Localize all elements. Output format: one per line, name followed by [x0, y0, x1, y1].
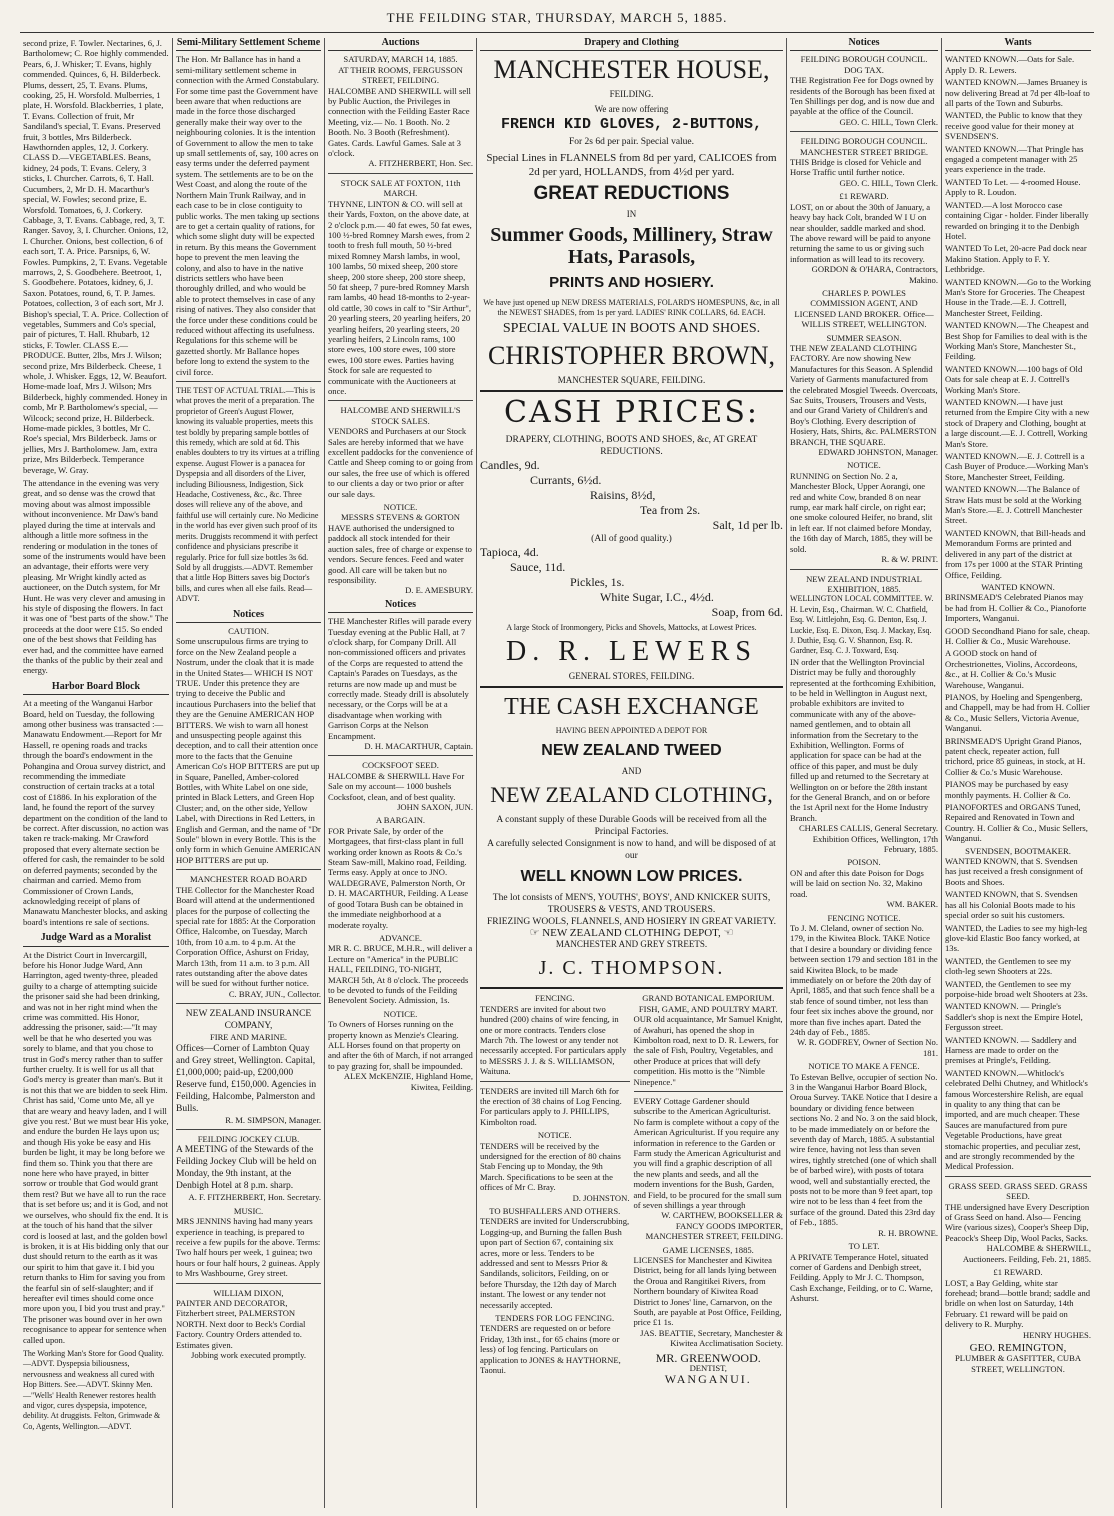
jockey-sign: A. F. FITZHERBERT, Hon. Secretary.	[188, 1192, 321, 1203]
want-item: WANTED KNOWN, that S. Svendsen has all his Colonial Boots made to his special order so suit his customers.	[945, 889, 1078, 921]
sat-sign: A. FITZHERBERT, Hon. Sec.	[368, 158, 473, 169]
ce-title: THE CASH EXCHANGE	[504, 693, 759, 720]
ins-sign: R. M. SIMPSON, Manager.	[225, 1114, 321, 1125]
want-item: WANTED KNOWN.—E. J. Cottrell is a Cash Buyer of Produce.—Working Man's Store, Manchester Street, Feilding.	[945, 451, 1089, 482]
fen-text: To J. M. Cleland, owner of section No. 179, in the Kiwitea Block. TAKE Notice that I desire a boundary or dividing fence between section 179 and section 181 in the said Kiwitea Block, to be made immediately on or before the 20th day of April, 1885, and that such fence shall be a stab fence of sound timber, not less than four feet six inches above the ground, nor more than five inches apart. Dated the 24th day of Feb., 1885.	[790, 922, 938, 1037]
price-item: Soap, from 6d.	[711, 604, 783, 619]
judge-title: Judge Ward as a Moralist	[23, 933, 169, 946]
ins-text: Offices—Corner of Lambton Quay and Grey street, Wellington. Capital, £1,000,000; paid-up, £200,000 Reserve fund, £150,000. Agencies in Feilding, Halcombe, Palmerston and Bulls.	[176, 1043, 317, 1114]
fen-title: FENCING NOTICE.	[827, 912, 901, 923]
mh-place: FEILDING.	[609, 89, 654, 100]
price-item: Tapioca, 4d.	[480, 544, 539, 559]
depot	[480, 928, 783, 938]
exh-title: NEW ZEALAND INDUSTRIAL EXHIBITION, 1885.	[806, 573, 922, 594]
bargain-title: A BARGAIN.	[375, 815, 426, 826]
want-item: WANTED KNOWN, that Bill-heads and Memorandum Forms are printed and delivered in any part of the district at from 17s per 1000 at the STAR Printing Office, Feilding.	[945, 527, 1086, 580]
divider	[634, 1091, 784, 1092]
road-text: THE Collector for the Manchester Road Board will attend at the undermentioned places for the purpose of collecting the special rate for 1885: At the Corporation Office, Halcombe, on Tuesday, March 10th, from 10 a.m. to 4 p.m. At the Corporation Office, Ashurst on Friday, March 13th, from 11 a.m. to 3 p.m. All rates outstanding after the above dates will be sued for without further notice.	[176, 884, 316, 989]
constant-text: A constant supply of these Durable Goods will be received from all the Principal Factories.	[496, 815, 767, 838]
price-item: Raisins, 8½d,	[590, 487, 656, 502]
let-title: TO LET.	[848, 1241, 880, 1252]
lot-text: The lot consists of MEN'S, YOUTHS', BOYS', AND KNICKER SUITS, TROUSERS & VESTS, AND TROUSERS.	[492, 893, 771, 916]
notice-title: NOTICE.	[537, 1130, 572, 1141]
want-item: WANTED KNOWN.—The Balance of Straw Hats must be sold at the Working Man's Store.—E. J. Cottrell Manchester Street.	[945, 484, 1083, 526]
want-item: WANTED KNOWN, that S. Svendsen has just received a fresh consignment of Boots and Shoes.	[945, 856, 1083, 887]
column-3	[324, 38, 476, 1508]
divider	[328, 755, 473, 756]
bargain-text: FOR Private Sale, by order of the Mortgagees, that first-class plant in full working order known as Roots & Co.'s Steam Saw-mill, Makino road, Feilding. Terms easy. Apply at once to JNO. WALDEGRAVE, Palmerston North, Or D. H. MACARTHUR, Feilding. A Lease of good Totara Bush can be obtained in the immediate neighborhood at a moderate royalty.	[328, 825, 469, 930]
notice-title: NOTICE.	[383, 502, 418, 513]
gb-title: GRAND BOTANICAL EMPORIUM.	[642, 993, 775, 1004]
want-item: WANTED, the Ladies to see my high-leg glove-kid Elastic Boo fancy worked, at 13s.	[945, 922, 1087, 954]
want-item: WANTED KNOWN.—That Pringle has engaged a competent manager with 25 years experience in the trade.	[945, 143, 1084, 175]
price-note: (All of good quality.)	[591, 533, 672, 544]
notice-text: HAVE authorised the undersigned to paddock all stock intended for their auction sales, free of charge or expense to vendors. Secure fences. Feed and water good. All care will be taken but no responsibility.	[328, 522, 472, 585]
auctions-head: Auctions	[328, 38, 473, 51]
jockey-text: A MEETING of the Stewards of the Feilding Jockey Club will be held on Monday, the 9th instant, at the Denbigh Hotel at 8 p.m. sharp.	[176, 1145, 317, 1192]
notice-firm: MESSRS STEVENS & GORTON	[341, 512, 460, 523]
and: AND	[621, 766, 642, 777]
seed-sign: JOHN SAXON, JUN.	[397, 802, 473, 813]
stock-title: STOCK SALE AT FOXTON, 11th MARCH.	[340, 177, 461, 199]
hand-icon: ☞	[529, 927, 543, 940]
greenwood: MR. GREENWOOD.	[655, 1350, 761, 1365]
game-title: GAME LICENSES, 1885.	[662, 1244, 754, 1255]
dog-title: DOG TAX.	[844, 64, 884, 75]
want-item: WANTED, the Gentlemen to see my porpoise-hide broad welt Shooters at 23s.	[945, 978, 1088, 999]
powles: CHARLES P. POWLES	[822, 287, 906, 298]
n-title: NOTICE.	[847, 460, 881, 471]
exh-com: WELLINGTON LOCAL COMMITTEE. W. H. Levin, Esq., Chairman. W. C. Chatfield, Esq. W. Littlejohn, Esq. G. Denton, Esq. J. Luckie, Esq. E. Dixon, Esq. J. Mackay, Esq. J. Duthie, Esq. G. V. Shannon, Esq. R. Gardner, Esq. C. J. Toxward, Esq.	[790, 594, 934, 656]
dog-sign: GEO. C. HILL, Town Clerk.	[839, 116, 938, 127]
t2-text: TENDERS are invited till March 6th for the erection of 38 chains of Log Fencing. For particulars apply to J. PHILLIPS, Kimbolton road.	[480, 1085, 622, 1127]
fencing-title: FENCING.	[535, 993, 575, 1004]
want-item: WANTED.—A lost Morocco case containing Cigar - holder. Finder liberally rewarded on bringing it to the Denbigh Hotel.	[945, 199, 1089, 241]
game-text: LICENSES for Manchester and Kiwitea District, being for all lands lying between the Oroua and Rangitikei Rivers, from Northern boundary of Kiwitea Road District to Jones' line, Carnarvon, on the South, are payable at Post Office, Feilding, price £1 1s.	[633, 1255, 782, 1328]
sat-title: SATURDAY, MARCH 14, 1885.	[343, 54, 458, 65]
want-item: WANTED KNOWN.—James Bruaney is now delivering Bread at 7d per 4lb-loaf to all parts of the Town and Suburbs.	[945, 77, 1090, 109]
n2-sign: ALEX McKENZIE, Highland Home, Kiwitea, Feilding.	[343, 1071, 473, 1092]
sms-title: Semi-Military Settlement Scheme	[176, 38, 321, 51]
stock-text: THYNNE, LINTON & CO. will sell at their Yards, Foxton, on the above date, at 2 o'clock p.m.— 40 fat ewes, 50 fat ewes, 100 ½-bred Romney Marsh ewes, from 2 tooth to fresh full mouth, 50 ½-bred mixed Romney Marsh lambs, in wool, 100 lambs, 50 mixed sheep, 200 store sheep, 200 store sheep, 200 store sheep, 50 fat sheep, 7 pure-bred Romney Marsh ram lambs, 40 head 18-months to 2-year-old cattle, 30 cows in calf to "Sir Arthur", 20 yearling steers, 20 yearling heifers, 20 yearling heifers, 20 yearling steers, 20 yearling heifers, 2 Lincoln rams, 100 store ewes, 100 store ewes, 100 store ewes, 100 store ewes. Parties having Stock for sale are requested to communicate with the Auctioneers at once.	[328, 198, 472, 396]
clothing-sign: EDWARD JOHNSTON, Manager.	[818, 447, 938, 458]
lecture-text: MR R. C. BRUCE, M.H.R., will deliver a Lecture on "America" in the PUBLIC HALL, FEILDING, TO-NIGHT, MARCH 5th, At 8 o'clock. The proceeds to be devoted to funds of the Feilding Benevolent Society. Admission, 1s.	[328, 943, 473, 1006]
mh-flannels: Special Lines in FLANNELS from 8d per yard, CALICOES from 2d per yard, HOLLANDS, from 4½d per yard.	[486, 152, 777, 179]
exh-sign: CHARLES CALLIS, General Secretary. Exhibition Offices, Wellington, 17th February, 1885.	[798, 823, 938, 855]
hs-title: HALCOMBE AND SHERWILL'S STOCK SALES.	[340, 405, 461, 426]
poison-sign: WM. BAKER.	[886, 899, 938, 910]
n2-text: To Owners of Horses running on the property known as Menzie's Clearing. ALL Horses found on that property on and after the 6th of March, if not arranged to pay grazing for, shall be impounded.	[328, 1019, 473, 1071]
want-item: WANTED To Let. — 4-roomed House. Apply to R. Loudon.	[945, 176, 1081, 198]
garden-text: EVERY Cottage Gardener should subscribe to the American Agriculturist. No farm is complete without a copy of the American Agriculturist. If you require any information in reference to the Garden or Farm study the American Agriculturist and you will find a graphic description of all the new plants and seeds, and all the modern inventions for the Bush, Garden, and Field, to be procured for the small sum of seven shillings a year through	[633, 1095, 782, 1210]
want-item: WANTED, the Gentlemen to see my cloth-leg sewn Shooters at 22s.	[945, 955, 1072, 977]
divider	[176, 1003, 321, 1004]
gs-title: GRASS SEED. GRASS SEED. GRASS SEED.	[948, 1180, 1088, 1202]
want-item: A GOOD stock on hand of Orchestrionettes, Violins, Accordeons, &c., at H. Collier & Co.'s Music Warehouse, Wanganui.	[945, 648, 1078, 690]
opened-text: We have just opened up NEW DRESS MATERIALS, FOLARD'S HOMESPUNS, &c, in all the NEWEST SHADES, from 1s per yard. LADIES' RINK COLLARS, 6d. EACH.	[483, 297, 780, 318]
seed-text: HALCOMBE & SHERWILL Have For Sale on my account— 1000 bushels Cocksfoot, clean, and of best quality.	[328, 770, 465, 802]
fence2-sign: R. H. BROWNE.	[878, 1227, 938, 1238]
fb2: FEILDING BOROUGH COUNCIL.	[800, 136, 928, 147]
sub-columns	[480, 993, 783, 1384]
reward-sign: GORDON & O'HARA, Contractors, Makino.	[811, 264, 938, 285]
divider	[945, 1176, 1091, 1177]
divider	[176, 869, 321, 870]
jockey-title: FEILDING JOCKEY CLUB.	[197, 1133, 300, 1144]
season: SUMMER SEASON.	[826, 332, 902, 343]
music-text: MRS JENNINS having had many years experience in teaching, is prepared to receive a few pupils for the above. Terms: Two half hours per week, 1 guinea; two hours or four half hours, 2 guineas. Apply to Mrs Washbourne, Grey street.	[176, 1216, 321, 1279]
divider	[480, 390, 783, 392]
dog-text: THE Registration Fee for Dogs owned by residents of the Borough has been fixed at Ten Shillings per dog, and is now due and payable at the office of the Council.	[790, 75, 935, 117]
road-sign: C. BRAY, JUN., Collector.	[228, 988, 321, 999]
special-value: SPECIAL VALUE IN BOOTS AND SHOES.	[502, 321, 761, 337]
notice-sign: D. JOHNSTON.	[572, 1192, 630, 1203]
notice-sign: D. E. AMESBURY.	[405, 585, 473, 596]
want-item: WANTED To Let, 20-acre Pad dock near Makino Station. Apply to F. Y. Lethbridge.	[945, 243, 1087, 275]
cb-sub: MANCHESTER SQUARE, FEILDING.	[557, 375, 706, 386]
log-text: TENDERS are requested on or before Friday, 13th inst., for 65 chains (more or less) of log fencing. Particulars on application to JONES & HAYTHORNE, Taonui.	[480, 1323, 621, 1376]
test-trial-text: THE TEST OF ACTUAL TRIAL.—This is what proves the merit of a preparation. The proprietor of Green's August Flower, knowing its valuable properties, meets this test boldly by preparing sample bottles of this remedy, which are sold at 6d. This enables doubters to try its virtues at a trifling expense. August Flower is a panacea for Dyspepsia and all disorders of the Liver, including Biliousness, Indigestion, Sick Headache, Costiveness, &c., &c. Three doses will relieve any of the above, and faithful use will certainly cure. No Medicine in the world has ever given such proof of its merits. Druggists recommend it with perfect confidence and physicians prescribe it regularly. Price for full size bottles 3s 6d. Sold by all druggists.—ADVT. Remember that a little Hop Bitters saves big Doctor's bills, and cures when all else fails. Read—ADVT.	[176, 386, 320, 604]
price-item: Currants, 6½d.	[530, 472, 602, 487]
dixon-text: PAINTER AND DECORATOR, Fitzherbert street, PALMERSTON NORTH. Next door to Beck's Cordial Factory. Country Orders attended to. Estimates given.	[176, 1298, 306, 1350]
column-5	[786, 38, 941, 1508]
n2-title: NOTICE.	[383, 1008, 418, 1019]
price-item: Candles, 9d.	[480, 457, 540, 472]
want-item: WANTED, the Public to know that they receive good value for their money at SVENDSEN'S.	[945, 110, 1083, 142]
puff-notices: The Working Man's Store for Good Quality.—ADVT. Dyspepsia biliousness, nervousness and weakness all cured with Hop Bitters. See.—ADVT. Skinny Men.—"Wells' Health Renewer restores health and vigor, cures dyspepsia, impotence, debility. At druggists. Felton, Grimwade & Co, Agents, Wellington.—ADVT.	[23, 1348, 164, 1431]
notices-head: Notices	[790, 38, 938, 51]
want-item: WANTED KNOWN. — Pringle's Saddler's shop is next the Empire Hotel, Fergusson street.	[945, 1001, 1083, 1033]
exh-text: IN order that the Wellington Provincial District may be fully and thoroughly represented at the forthcoming Exhibition, to be held in Wellington in August next, probable exhibitors are invited to communicate with any of the above-named gentlemen, and to obtain all information from the Secretary to the Exhibition, Wellington. Forms of application for space can be had at the office of this paper, and must be duly filled up and returned to the Secretary at Wellington on or before the 28th instant for the General Branch, and on or before the 1st April next for the Home Industry Branch.	[790, 656, 936, 823]
mh-title: MANCHESTER HOUSE,	[493, 55, 770, 85]
clothing: NEW ZEALAND CLOTHING,	[490, 782, 773, 808]
show-results: second prize, F. Towler. Nectarines, 6, J. Bartholomew; C. Roe highly commended. Pears, 6, J. Whisker; T. Evans, highly commended. Quinces, 6, H. Bilderbeck. Plums, dessert, 25, T. Evans. Plums, cooking, 25, H. Worsfold. Mulberries, 1 plate, H. Worsfold. Blackberries, 1 plate, T. Evans. Collection of fruit, Mr Sandiland's special, T. Evans. Preserved fruit, 3 bottles, Mrs Bilderbeck. Hawthornden apples, 12, J. Corkery. CLASS D.—VEGETABLES. Beans, kidney, 24 pods, T. Evans. Celery, 3 sticks, I. Churcher. Carrots, 6, T. Hall. Cucumbers, 2, Mr D. H. Macarthur's special, W. Fowles; second prize, E. Worsfold. Tomatoes, 6, J. Corkery. Cabbage, 3, T. Evans. Cabbage, red, 3, T. Ranger. Savoy, 3, I. Churcher. Onions, 12, I. Churcher. Onions, best collection, 6 of each sort, T. A. Price. Parsnips, 6, W. Fowles. Pumpkins, 2, T. Evans. Vegetable marrows, 2, S. Goodbehere. Beetroot, 1, S. Goodbehere. Potatoes, kidney, 6, J. Saxon. Potatoes, round, 6, T. P. James. Potatoes, collection, 3 of each sort, Mr J. Bishop's special, T. A. Price. Collection of vegetables, Summers and Co's special, pair of pictures, T. Hall. Rhubarb, 12 sticks, F. Towler. CLASS E.—PRODUCE. Butter, 2lbs, Mrs J. Wilson; second prize, Mrs Bilderbeck. Cheese, 1 whole, J. Whisker. Eggs, 12, W. Beaufort. Home-made loaf, Mrs J. Wilson; Mrs Bilderbeck, highly commended. Honey in comb, Mr P. Bartholomew's special, — Wilcock; second prize, H. Bilderbeck. Home-made pickles, 3 bottles, Mr C. Roe's special, Mrs Bilderbeck. Jams or jellies, Mrs J. Bartholomew. Jam, extra prize, Mrs Bilderbeck. Temperance beverage, W. Gray.	[23, 38, 169, 475]
caution-text: Some unscrupulous firms are trying to force on the New Zealand people a Nostrum, under the cloak that it is made in the United States— WHICH IS NOT TRUE. Under this pretence they are trying to deceive the Public and incautious Purchasers into the belief that they are the Genuine AMERICAN HOP BITTERS. We wish to warn all honest and unsuspecting people against this deception, and to call their attention once more to the facts that the Genuine American Co's HOP BITTERS are put up in Square, Panelled, Amber-colored Bottles, with White Label on one side, printed in Black Letters, and Green Hop Cluster; and, on the other side, Yellow Label, with Directions in Red Letters, in English and German, and the name of "Dr Soule" blown in every Bottle. This is the only form in which Genuine AMERICAN HOP BITTERS are put up.	[176, 636, 321, 865]
cb-title: CHRISTOPHER BROWN,	[487, 341, 775, 371]
subcol-right	[634, 993, 784, 1384]
notices-head: Notices	[328, 600, 473, 613]
bridge-sign: GEO. C. HILL, Town Clerk.	[839, 177, 938, 188]
price-item: Sauce, 11d.	[510, 559, 566, 574]
reward-title: £1 REWARD.	[839, 191, 889, 202]
judge-text: At the District Court in Invercargill, before his Honor Judge Ward, Ann Harrington, aged twenty-three, pleaded guilty to a charge of attempting suicide the prisoner said she had been drinking, and was not in her right mind when the crime was committed. His Honor, addressing the prisoner, said:—"It may well be that he who deserted you was sorely to blame, and that you chose to trust in God's mercy rather than to suffer further cruelty. It is well for us all that God's mercy is greater than man's. But it is not this that we are bidden to seek Him. Christ has said, 'Come unto Me, all ye that are weary and heavy laden, and I will give you rest.' But we must bear His yoke, and endure the burden He lays upon us; and though His yoke be easy and His burden be light, it may be long before we find them so. Think you that there are none here who have prayed, in bitter sorrow or trouble that God would grant them rest? But we have all to run the race that is set before us; and it is God, and not we ourselves, who should fix the end. It is at the touch of his hand that the silver cord is loosed at last, and the golden bowl is broken, it is at His bidding only that our dust should return to the earth as it was our spirit to him that gave it. I bid you return thanks to Him for saving you from the fearful sin of self-slaughter; and if hereafter evil times should come once more upon you, I bid you trust and pray." The prisoner was bound over in her own recognisance to appear for sentence when called upon.	[23, 949, 169, 1345]
great-reductions: GREAT REDUCTIONS	[533, 183, 730, 205]
notice-text: TENDERS will be received by the undersigned for the erection of 80 chains Stab Fencing up to Monday, the 9th March. Specifications to be seen at the offices of Mr C. Bray.	[480, 1140, 621, 1193]
mh-offer: We are now offering	[594, 103, 669, 114]
dentist: DENTIST,	[689, 1363, 727, 1374]
tweed: NEW ZEALAND TWEED	[541, 742, 722, 760]
frieze-text: FRIEZING WOOLS, FLANNELS, AND HOSIERY IN GREAT VARIETY.	[486, 917, 777, 928]
fen-sign: W. R. GODFREY, Owner of Section No. 181.	[797, 1037, 938, 1058]
reward-text: LOST, on or about the 30th of January, a heavy bay hack Colt, branded W I U on near shoulder, saddle marked and shod. The above reward will be paid to anyone returning the same to us or giving such information as will lead to its recovery.	[790, 201, 931, 264]
music-title: MUSIC.	[233, 1205, 264, 1216]
ins-title: NEW ZEALAND INSURANCE COMPANY,	[185, 1009, 312, 1032]
hs-text: VENDORS and Purchasers at our Stock Sales are hereby informed that we have excellent paddocks for the convenience of Cattle and Sheep coming to or going from our sales, the free use of which is offered to our clients a day or two prior or after our sale days.	[328, 426, 473, 499]
want-item: PIANOFORTES and ORGANS Tuned, Repaired and Renovated in Town and Country. H. Collier & Co., Music Sellers, Wanganui.	[945, 802, 1088, 844]
sms-text: The Hon. Mr Ballance has in hand a semi-military settlement scheme in connection with the Armed Constabulary. For some time past the Government have been aware that when reductions are made in the force those discharged generally make their way over to the neighbouring colonies. It is the intention of Government to allow the men to take up small settlements of, say, 100 acres on easy terms under the deferred payment system. The settlements are to be on the West Coast, and along the route of the Northern Main Trunk Railway, and in each case to be in close contiguity to public works. The men taking up sections are to get a certain quality of rations, for which some slight duty will be expected in return. By this means the Government hope to prevent the men leaving the colony, and also to have in the native districts settlers who have been thoroughly drilled, and who would be able to protect themselves in case of any rising of natives. They also consider that the force under these conditions could be reduced without affecting its usefulness. Regulations for this scheme will be gazetted shortly. Mr Ballance hopes before long to extend the system to the civil force.	[176, 54, 320, 377]
wanted-title: WANTED KNOWN.	[981, 581, 1055, 592]
clothing-factory: THE NEW ZEALAND CLOTHING FACTORY. Are now showing New Manufactures for this Season. A Splendid Variety of Garments manufactured from the celebrated Mosgiel Tweeds. Overcoats, Sac Suits, Trousers, Trousers and Vests, and our Grand Variety of Children's and Boy's Clothing. Every description of Hosiery, Hats, Shirts, &c. PALMERSTON BRANCH, THE SQUARE.	[790, 342, 938, 447]
rw-title: £1 REWARD.	[993, 1267, 1043, 1278]
divider	[790, 569, 938, 570]
rw-sign: HENRY HUGHES.	[1023, 1329, 1091, 1340]
divider	[176, 1283, 321, 1284]
wants-list	[945, 54, 1091, 580]
n-sign: R. & W. PRINT.	[881, 554, 938, 565]
price-item: White Sugar, I.C., 4½d.	[600, 589, 714, 604]
column-1	[20, 38, 172, 1508]
let-text: A PRIVATE Temperance Hotel, situated corner of Gardens and Denbigh street, Feilding. Apply to Mr J. C. Thompson, Cash Exchange, Feilding, or to C. Warne, Ashurst.	[790, 1251, 933, 1304]
rooms: AT THEIR ROOMS, FERGUSSON STREET, FEILDING.	[338, 64, 463, 86]
game-sign: JAS. BEATTIE, Secretary, Manchester & Kiwitea Acclimatisation Society.	[640, 1327, 783, 1349]
careful-text: A carefully selected Consignment is now to hand, and will be disposed of at our	[487, 839, 776, 862]
poison-title: POISON.	[847, 857, 881, 868]
want-item: WANTED KNOWN.—Oats for Sale. Apply D. R. Lewers.	[945, 54, 1075, 75]
powles-sub: COMMISSION AGENT, AND LICENSED LAND BROKER. Office—WILLIS STREET, WELLINGTON.	[794, 298, 934, 330]
divider	[328, 400, 473, 401]
wanganui: WANGANUI.	[664, 1371, 752, 1386]
want-item: WANTED KNOWN.—100 bags of Old Oats for sale cheap at E. J. Cottrell's Working Man's Store.	[945, 363, 1083, 395]
ce-sub: HAVING BEEN APPOINTED A DEPOT FOR	[555, 725, 708, 735]
want-item: PIANOS may be purchased by easy monthly payments. H. Collier & Co.	[945, 779, 1071, 800]
divider	[790, 131, 938, 132]
prints: PRINTS AND HOSIERY.	[549, 273, 714, 291]
iron-text: A large Stock of Ironmongery, Picks and Shovels, Mattocks, at Lowest Prices.	[506, 622, 757, 632]
gb-sub: FISH, GAME, AND POULTRY MART.	[638, 1003, 778, 1014]
want-item: BRINSMEAD'S Upright Grand Pianos, patent check, repeater action, full trichord, price 85 guineas, in stock, at H. Collier & Co.'s Music Warehouse.	[945, 735, 1086, 777]
harbor-text: At a meeting of the Wanganui Harbor Board, held on Tuesday, the following among other business was transacted :—Manawatu Endowment.—Report for Mr Hassell, re opening roads and tracks through the board's endowment in the Pohangina and Oroua survey district, and recommending the immediate construction of certain tracks at a total cost of £1886. In his exploration of the land, he found the report of the survey department on the condition of the land to be correct. After discussion, no action was taken re track-making. Mr Crawford proposed that every alternate section be offered for cash, the remainder to be sold on deferred payments; seconded by the chairman and carried. Memo from Commissioner of Crown Lands, acknowledging receipt of plans of Manawatu Manchester blocks, and asking board's intentions re sale of sections.	[23, 698, 169, 927]
seed-title: COCKSFOOT SEED.	[362, 760, 439, 771]
divider	[480, 1081, 630, 1082]
thompson: J. C. THOMPSON.	[538, 957, 725, 980]
log-title: TENDERS FOR LOG FENCING.	[495, 1313, 615, 1324]
want-item: WANTED KNOWN.—Whitlock's celebrated Delhi Chutney, and Whitlock's famous Worcestershire Relish, are equal in quality to any thing that can be imported, and are much cheaper. These Sauces are manufactured from pure Vegetable Productions, have great stomachic properties, and peculiar zest, and are strongly recommended by the Medical Profession.	[945, 1067, 1088, 1172]
dixon-title: WILLIAM DIXON,	[213, 1287, 284, 1298]
mh-gloves-price: For 2s 6d per pair. Special value.	[568, 137, 695, 148]
column-4	[476, 38, 786, 1508]
rifles-sign: D. H. MACARTHUR, Captain.	[364, 741, 473, 751]
price-item: Salt, 1d per lb.	[712, 517, 783, 532]
harbor-title: Harbor Board Block	[23, 682, 169, 695]
gb-text: OUR old acquaintance, Mr Samuel Knight, of Awahuri, has opened the shop in Kimbolton road, next to D. R. Lewers, for the sale of Fish, Poultry, Vegetables, and other Produce at prices that will defy competition. His motto is the "Nimble Ninepence."	[633, 1014, 783, 1087]
hand-icon: ☜	[720, 927, 734, 940]
garden-sign: W. CARTHEW, BOOKSELLER & FANCY GOODS IMPORTER, MANCHESTER STREET, FEILDING.	[645, 1210, 783, 1242]
drapery-head: Drapery and Clothing	[480, 38, 783, 51]
cash-sub: DRAPERY, CLOTHING, BOOTS AND SHOES, &c, AT GREAT REDUCTIONS.	[505, 434, 758, 457]
price-item: Pickles, 1s.	[570, 574, 625, 589]
want-item: WANTED KNOWN.—The Cheapest and Best Shop for Families to deal with is the Working Man's Store, Manchester St., Feilding.	[945, 320, 1089, 362]
lewers-title: D. R. LEWERS	[506, 636, 757, 668]
summer-goods: Summer Goods, Millinery, Straw Hats, Parasols,	[490, 223, 773, 268]
gs-sign: HALCOMBE & SHERWILL, Auctioneers. Feilding, Feb. 21, 1885.	[962, 1243, 1091, 1264]
want-item: GOOD Secondhand Piano for sale, cheap. H. Collier & Co., Music Warehouse.	[945, 625, 1090, 646]
column-2	[172, 38, 324, 1508]
fence2-title: NOTICE TO MAKE A FENCE.	[808, 1061, 920, 1072]
column-6	[941, 38, 1094, 1508]
dixon-foot: Jobbing work executed promptly.	[191, 1350, 306, 1361]
rw-text: LOST, a Bay Gelding, white star forehead; brand—bottle brand; saddle and bridle on when lost on Saturday, 14th February. £1 reward will be paid on delivery to R. Murphy.	[945, 1277, 1091, 1330]
gs-text: THE undersigned have Every Description of Grass Seed on hand. Also— Fencing Wire (various sizes), Cooper's Sheep Dip, Peacock's Sheep Dip, Wool Packs, Sacks.	[945, 1201, 1090, 1243]
divider	[480, 987, 783, 989]
fb1: FEILDING BOROUGH COUNCIL.	[800, 54, 928, 65]
divider	[328, 173, 473, 174]
fencing-text: TENDERS are invited for about two hundred (200) chains of wire fencing, in one or more contracts. Tenders close March 7th. The lowest or any tender not necessarily accepted. For particulars apply to MESSRS J. J. & S. WILLIAMSON, Waituna.	[480, 1003, 627, 1077]
want-item: WANTED KNOWN.—I have just returned from the Empire City with a new stock of Drapery and Clothing, bought at a large discount.—E. J. Cottrell, Working Man's Store.	[945, 397, 1090, 449]
bush-title: TO BUSHFALLERS AND OTHERS.	[489, 1206, 621, 1216]
divider	[176, 1129, 321, 1130]
show-report: The attendance in the evening was very great, and so dense was the crowd that moving about was almost impossible without inconvenience. Mr Daw's band played during the time at intervals and although a little more softness in the rendering or modulation in the tones of some of the instruments would have been an advantage, their efforts were very pleasing. Mr Wright kindly acted as auctioneer, on the Dutch system, for Mr Hunt. He was very clever and amusing in his style of disposing the flowers. In fact it was one of "best parts of the show." The proceeds at the door were £15. So ended one of the best shows that Feilding has ever had, and the committee have earned the thanks of the public by their zeal and energy.	[23, 478, 169, 676]
bridge-text: THIS Bridge is closed for Vehicle and Horse Traffic until further notice.	[790, 157, 922, 178]
price-list	[480, 458, 783, 620]
svend-title: SVENDSEN, BOOTMAKER.	[965, 845, 1071, 856]
divider	[176, 381, 321, 382]
want-item: BRINSMEAD'S Celebrated Pianos may be had from H. Collier & Co., Pianoforte Importers, Wanganui.	[945, 592, 1087, 624]
fence2-text: To Estevan Bellve, occupier of section No. 3 in the Wanganui Harbor Board Block, Oroua Survey. TAKE Notice that I desire a boundary or dividing fence between sections No. 2 and No. 3 on the said block, to be made immediately on or before the seventh day of March, 1885. A substantial wire fence, having not less than seven wires, tightly stretched (one of which shall be of barbed wire), with posts of totara wood, well and substantially erected, the posts not to be more than 9 feet apart, top wire not to be less than 4 feet from the surface of the ground. Dated this 23rd day of Feb., 1885.	[790, 1071, 938, 1228]
want-item: WANTED KNOWN. — Saddlery and Harness are made to order on the premises at Pringle's, Feilding.	[945, 1034, 1077, 1066]
notices-head: Notices	[176, 610, 321, 623]
bush-text: TENDERS are invited for Underscrubbing, Logging-up, and Burning the fallen Bush upon part of Section 67, containing six acres, more or less. Tenders to be addressed and sent to Messrs Prior & Sandilands, solicitors, Feilding, on or before Thursday, the 12th day of March instant. The lowest or any tender not necessarily accepted.	[480, 1216, 630, 1310]
bridge-title: MANCHESTER STREET BRIDGE.	[799, 146, 929, 157]
want-item: PIANOS, by Hoeling and Spengenberg, and Chappell, may be had from H. Collier & Co., Music Sellers, Victoria Avenue, Wanganui.	[945, 691, 1090, 734]
divider	[480, 686, 783, 688]
ins-sub: FIRE AND MARINE.	[209, 1032, 288, 1043]
depot-sub: MANCHESTER AND GREY STREETS.	[555, 938, 708, 949]
road-title: MANCHESTER ROAD BOARD	[190, 874, 307, 885]
masthead: THE FEILDING STAR, THURSDAY, MARCH 5, 1885.	[20, 10, 1094, 33]
caution-title: CAUTION.	[228, 625, 269, 636]
wants-head: Wants	[945, 38, 1091, 51]
advance-title: ADVANCE.	[378, 932, 423, 943]
wkl: WELL KNOWN LOW PRICES.	[520, 868, 743, 886]
subcol-left	[480, 993, 630, 1384]
want-item: WANTED KNOWN.—Go to the Working Man's Store for Groceries. The Cheapest House in the Trade.—E. J. Cottrell, Manchester Street, Feilding.	[945, 276, 1091, 318]
n-text: RUNNING on Section No. 2 a, Manchester Block, Upper Aorangi, one red and white Cow, branded 8 on near rump, ear mark half circle, on right ear; one smoke coloured Heifer, no brand, slit in left ear. If not claimed before Monday, the 16th day of March, 1885, they will be sold.	[790, 470, 933, 554]
price-item: Tea from 2s.	[640, 502, 701, 517]
mh-gloves: FRENCH KID GLOVES, 2-BUTTONS,	[500, 116, 763, 134]
rifles-text: THE Manchester Rifles will parade every Tuesday evening at the Public Hall, at 7 o'clock sharp, for Company Drill. All non-commissioned officers and privates of the Corps are requested to attend the Captain's Parades on Tuesdays, as the returns are now made up and must be correctly made. Steady drill is absolutely necessary, or the Corps will be at a disadvantage when working with Garrison Corps at the Nelson Encampment.	[328, 616, 472, 741]
rem-title: GEO. REMINGTON,	[969, 1341, 1067, 1354]
rem-sub: PLUMBER & GASFITTER, CUBA STREET, WELLINGTON.	[954, 1353, 1082, 1374]
lewers-sub: GENERAL STORES, FEILDING.	[568, 671, 695, 682]
in: IN	[626, 209, 637, 220]
poison-text: ON and after this date Poison for Dogs will be laid on section No. 32, Makino road.	[790, 867, 924, 899]
cash-title: CASH PRICES:	[503, 394, 759, 430]
depot-label: NEW ZEALAND CLOTHING DEPOT,	[542, 927, 721, 940]
sat-text: HALCOMBE AND SHERWILL will sell by Public Auction, the Privileges in connection with the Feilding Easter Race Meeting, viz.— No. 1 Booth. No. 2 Booth. No. 3 Booth (Refreshment). Gates. Cards. Lawful Games. Sale at 3 o'clock.	[328, 85, 471, 159]
